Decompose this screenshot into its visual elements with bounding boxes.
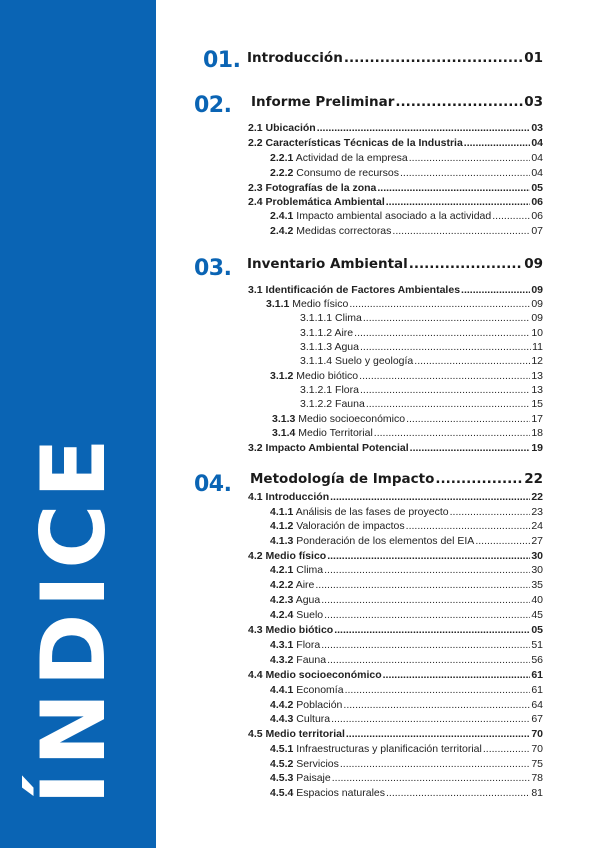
entry-text: Fauna xyxy=(296,654,327,666)
entry-number: 3.1.2.1 xyxy=(300,384,333,396)
entry-text: Problemática Ambiental xyxy=(265,196,385,208)
section-heading-01[interactable] xyxy=(247,52,543,66)
toc-entry[interactable] xyxy=(248,123,543,134)
entry-page: 56 xyxy=(531,654,543,666)
entry-label xyxy=(248,183,376,194)
leader-dots xyxy=(363,313,530,324)
toc-entry[interactable] xyxy=(270,714,543,725)
leader-dots xyxy=(386,197,531,208)
entry-number: 4.3.1 xyxy=(270,639,294,651)
entry-number: 3.1.1.2 xyxy=(300,327,333,339)
entry-text: Medio territorial xyxy=(265,728,345,740)
entry-page: 75 xyxy=(531,758,543,770)
entry-text: Medio físico xyxy=(265,550,327,562)
entry-text: Paisaje xyxy=(296,772,331,784)
leader-dots xyxy=(317,123,531,134)
entry-number: 2.3 xyxy=(248,182,263,194)
section-heading-03[interactable] xyxy=(247,258,543,272)
entry-page: 22 xyxy=(531,491,543,503)
entry-page: 19 xyxy=(531,442,543,454)
entry-label xyxy=(270,640,320,651)
entry-text: Medio socioeconómico xyxy=(265,669,382,681)
entry-number: 4.4.2 xyxy=(270,699,294,711)
entry-text: Aire xyxy=(295,579,315,591)
entry-text: Economía xyxy=(296,684,344,696)
sidebar-band xyxy=(0,0,156,848)
section-page: 01 xyxy=(524,50,543,66)
section-number-04: 04. xyxy=(194,472,232,497)
entry-number: 4.3.2 xyxy=(270,654,294,666)
section-heading-02[interactable] xyxy=(251,96,543,110)
leader-dots xyxy=(332,773,531,784)
entry-text: Fauna xyxy=(335,398,365,410)
entry-label xyxy=(270,759,339,770)
entry-text: Suelo y geología xyxy=(335,355,414,367)
entry-number: 2.2 xyxy=(248,137,263,149)
section-number-03: 03. xyxy=(194,256,232,281)
entry-number: 4.1.1 xyxy=(270,506,294,518)
entry-text: Espacios naturales xyxy=(296,787,385,799)
entry-page: 17 xyxy=(531,413,543,425)
leader-dots xyxy=(349,299,530,310)
entry-label xyxy=(248,197,385,208)
leader-dots xyxy=(334,625,530,636)
entry-number: 4.2.2 xyxy=(270,579,294,591)
toc-entry[interactable] xyxy=(270,521,543,532)
entry-label xyxy=(270,595,320,606)
section-number-02: 02. xyxy=(194,93,232,118)
entry-page: 23 xyxy=(531,506,543,518)
entry-page: 05 xyxy=(531,624,543,636)
toc-entry[interactable] xyxy=(270,655,543,666)
entry-text: Clima xyxy=(296,564,324,576)
leader-dots xyxy=(461,285,530,296)
entry-number: 4.1.3 xyxy=(270,535,294,547)
entry-number: 3.1.1.3 xyxy=(300,341,333,353)
entry-page: 27 xyxy=(531,535,543,547)
entry-number: 4.4.1 xyxy=(270,684,294,696)
entry-number: 3.1.2.2 xyxy=(300,398,333,410)
entry-text: Valoración de impactos xyxy=(296,520,405,532)
entry-text: Cultura xyxy=(296,713,331,725)
entry-label xyxy=(266,299,348,310)
leader-dots xyxy=(386,788,530,799)
leader-dots xyxy=(321,640,530,651)
entry-text: Agua xyxy=(334,341,359,353)
leader-dots xyxy=(410,443,531,454)
entry-label xyxy=(270,700,342,711)
entry-text: Medio biótico xyxy=(296,370,359,382)
leader-dots xyxy=(315,580,530,591)
entry-number: 2.4 xyxy=(248,196,263,208)
entry-number: 3.1 xyxy=(248,284,263,296)
toc-entry[interactable] xyxy=(270,153,543,164)
entry-page: 10 xyxy=(531,327,543,339)
entry-label xyxy=(248,492,329,503)
entry-text: Aire xyxy=(334,327,354,339)
leader-dots xyxy=(345,685,531,696)
leader-dots xyxy=(492,211,530,222)
entry-page: 07 xyxy=(531,225,543,237)
entry-label xyxy=(270,168,399,179)
leader-dots xyxy=(435,473,523,487)
section-title: Inventario Ambiental xyxy=(247,256,408,272)
entry-page: 18 xyxy=(531,427,543,439)
entry-label xyxy=(270,744,482,755)
entry-number: 3.1.1.4 xyxy=(300,355,333,367)
entry-label xyxy=(270,211,491,222)
leader-dots xyxy=(406,414,530,425)
entry-number: 3.1.4 xyxy=(272,427,296,439)
entry-page: 04 xyxy=(531,152,543,164)
entry-number: 2.4.1 xyxy=(270,210,294,222)
entry-number: 2.2.1 xyxy=(270,152,294,164)
leader-dots xyxy=(414,356,530,367)
leader-dots xyxy=(327,655,530,666)
entry-label xyxy=(300,356,413,367)
entry-page: 78 xyxy=(531,772,543,784)
leader-dots xyxy=(400,168,530,179)
entry-page: 64 xyxy=(531,699,543,711)
leader-dots xyxy=(392,226,530,237)
entry-text: Medio biótico xyxy=(265,624,334,636)
entry-page: 81 xyxy=(531,787,543,799)
entry-number: 2.2.2 xyxy=(270,167,294,179)
entry-label xyxy=(272,428,373,439)
toc-entry[interactable] xyxy=(270,773,543,784)
entry-text: Ponderación de los elementos del EIA xyxy=(296,535,475,547)
entry-page: 09 xyxy=(531,312,543,324)
entry-number: 4.5.4 xyxy=(270,787,294,799)
entry-number: 3.1.3 xyxy=(272,413,296,425)
leader-dots xyxy=(346,729,530,740)
leader-dots xyxy=(327,551,530,562)
entry-page: 70 xyxy=(531,743,543,755)
entry-page: 03 xyxy=(531,122,543,134)
toc-entry[interactable] xyxy=(270,610,543,621)
entry-page: 45 xyxy=(531,609,543,621)
leader-dots xyxy=(395,96,523,110)
toc-entry[interactable] xyxy=(248,138,543,149)
entry-label xyxy=(300,399,365,410)
toc-entry[interactable] xyxy=(300,328,543,339)
entry-page: 05 xyxy=(531,182,543,194)
entry-number: 2.1 xyxy=(248,122,263,134)
entry-page: 51 xyxy=(531,639,543,651)
section-page: 03 xyxy=(524,94,543,110)
section-page: 22 xyxy=(524,471,543,487)
entry-page: 61 xyxy=(531,684,543,696)
entry-text: Consumo de recursos xyxy=(296,167,399,179)
entry-page: 13 xyxy=(531,384,543,396)
entry-page: 30 xyxy=(531,564,543,576)
entry-text: Impacto ambiental asociado a la actividad xyxy=(296,210,492,222)
toc-entry[interactable] xyxy=(248,670,543,681)
toc-entry[interactable] xyxy=(270,640,543,651)
leader-dots xyxy=(464,138,531,149)
entry-label xyxy=(300,385,359,396)
entry-label xyxy=(248,625,333,636)
leader-dots xyxy=(324,610,530,621)
entry-page: 09 xyxy=(531,298,543,310)
toc-entry[interactable] xyxy=(248,729,543,740)
toc-entry[interactable] xyxy=(248,183,543,194)
entry-label xyxy=(300,313,362,324)
entry-label xyxy=(270,655,326,666)
entry-label xyxy=(270,773,331,784)
leader-dots xyxy=(374,428,531,439)
toc-entry[interactable] xyxy=(248,551,543,562)
entry-number: 4.5 xyxy=(248,728,263,740)
entry-label xyxy=(270,371,358,382)
toc-entry[interactable] xyxy=(248,625,543,636)
entry-label xyxy=(270,536,474,547)
entry-text: Servicios xyxy=(296,758,339,770)
entry-label xyxy=(272,414,405,425)
leader-dots xyxy=(360,385,530,396)
entry-label xyxy=(270,226,391,237)
entry-page: 30 xyxy=(531,550,543,562)
entry-number: 4.2.3 xyxy=(270,594,294,606)
entry-number: 4.5.3 xyxy=(270,772,294,784)
leader-dots xyxy=(330,492,530,503)
toc-entry[interactable] xyxy=(270,565,543,576)
entry-page: 15 xyxy=(531,398,543,410)
entry-number: 2.4.2 xyxy=(270,225,294,237)
leader-dots xyxy=(331,714,530,725)
toc-entry[interactable] xyxy=(270,580,543,591)
entry-text: Flora xyxy=(296,639,321,651)
entry-text: Identificación de Factores Ambientales xyxy=(265,284,461,296)
entry-text: Medio socioeconómico xyxy=(298,413,406,425)
leader-dots xyxy=(360,342,531,353)
entry-label xyxy=(270,507,449,518)
entry-label xyxy=(248,443,409,454)
entry-page: 40 xyxy=(531,594,543,606)
entry-text: Infraestructuras y planificación territorial xyxy=(296,743,482,755)
entry-label xyxy=(270,580,314,591)
entry-number: 4.4 xyxy=(248,669,263,681)
entry-page: 61 xyxy=(531,669,543,681)
entry-number: 4.2.4 xyxy=(270,609,294,621)
toc-entry[interactable] xyxy=(270,595,543,606)
entry-label xyxy=(270,714,330,725)
section-title: Informe Preliminar xyxy=(251,94,395,110)
entry-page: 04 xyxy=(531,137,543,149)
entry-label xyxy=(248,670,382,681)
entry-number: 4.1 xyxy=(248,491,263,503)
page-title: ÍNDICE xyxy=(22,432,125,805)
entry-label xyxy=(270,610,323,621)
entry-page: 06 xyxy=(531,210,543,222)
toc-entry[interactable] xyxy=(270,788,543,799)
leader-dots xyxy=(354,328,530,339)
entry-label xyxy=(248,138,463,149)
leader-dots xyxy=(340,759,530,770)
entry-text: Clima xyxy=(335,312,362,324)
leader-dots xyxy=(406,521,531,532)
entry-number: 4.5.2 xyxy=(270,758,294,770)
toc-entry[interactable] xyxy=(270,685,543,696)
entry-number: 3.1.1.1 xyxy=(300,312,333,324)
entry-text: Impacto Ambiental Potencial xyxy=(265,442,409,454)
toc-entry[interactable] xyxy=(270,371,543,382)
entry-text: Suelo xyxy=(296,609,324,621)
toc-entry[interactable] xyxy=(248,492,543,503)
entry-number: 4.2.1 xyxy=(270,564,294,576)
entry-page: 67 xyxy=(531,713,543,725)
entry-text: Ubicación xyxy=(265,122,316,134)
leader-dots xyxy=(366,399,530,410)
entry-number: 4.5.1 xyxy=(270,743,294,755)
toc-entry[interactable] xyxy=(270,700,543,711)
entry-label xyxy=(270,685,344,696)
leader-dots xyxy=(344,52,523,66)
leader-dots xyxy=(343,700,530,711)
entry-page: 70 xyxy=(531,728,543,740)
entry-text: Actividad de la empresa xyxy=(295,152,408,164)
entry-text: Medio físico xyxy=(292,298,349,310)
entry-label xyxy=(270,153,408,164)
leader-dots xyxy=(383,670,531,681)
entry-label xyxy=(248,729,345,740)
leader-dots xyxy=(324,565,530,576)
entry-label xyxy=(270,521,405,532)
toc-entry[interactable] xyxy=(300,385,543,396)
section-title: Metodología de Impacto xyxy=(250,471,435,487)
entry-page: 09 xyxy=(531,284,543,296)
entry-number: 4.1.2 xyxy=(270,520,294,532)
section-title: Introducción xyxy=(247,50,343,66)
leader-dots xyxy=(409,258,523,272)
entry-number: 4.3 xyxy=(248,624,263,636)
toc-entry[interactable] xyxy=(270,759,543,770)
entry-page: 35 xyxy=(531,579,543,591)
entry-page: 12 xyxy=(531,355,543,367)
toc-entry[interactable] xyxy=(248,197,543,208)
entry-text: Agua xyxy=(295,594,321,606)
toc-entry[interactable] xyxy=(300,399,543,410)
entry-number: 4.4.3 xyxy=(270,713,294,725)
entry-text: Características Técnicas de la Industria xyxy=(265,137,463,149)
toc-entry[interactable] xyxy=(300,356,543,367)
entry-label xyxy=(300,328,353,339)
toc-entry[interactable] xyxy=(266,299,543,310)
section-page: 09 xyxy=(524,256,543,272)
entry-text: Fotografías de la zona xyxy=(265,182,377,194)
toc-entry[interactable] xyxy=(270,536,543,547)
leader-dots xyxy=(450,507,531,518)
entry-number: 3.1.1 xyxy=(266,298,290,310)
entry-text: Medio Territorial xyxy=(298,427,373,439)
entry-page: 11 xyxy=(532,341,543,353)
leader-dots xyxy=(359,371,530,382)
entry-number: 4.2 xyxy=(248,550,263,562)
entry-label xyxy=(248,285,460,296)
entry-number: 3.1.2 xyxy=(270,370,294,382)
toc-entry[interactable] xyxy=(270,168,543,179)
toc-entry[interactable] xyxy=(248,285,543,296)
section-heading-04[interactable] xyxy=(250,473,543,487)
toc-entry[interactable] xyxy=(248,443,543,454)
entry-text: Flora xyxy=(335,384,359,396)
entry-page: 04 xyxy=(531,167,543,179)
toc-entry[interactable] xyxy=(270,507,543,518)
section-number-01: 01. xyxy=(203,48,241,73)
entry-page: 13 xyxy=(531,370,543,382)
entry-page: 06 xyxy=(531,196,543,208)
toc-entry[interactable] xyxy=(272,428,543,439)
leader-dots xyxy=(483,744,530,755)
entry-text: Medidas correctoras xyxy=(296,225,392,237)
leader-dots xyxy=(409,153,531,164)
entry-label xyxy=(270,565,323,576)
entry-page: 24 xyxy=(531,520,543,532)
entry-text: Análisis de las fases de proyecto xyxy=(295,506,449,518)
entry-label xyxy=(248,123,316,134)
leader-dots xyxy=(377,183,530,194)
entry-text: Población xyxy=(296,699,343,711)
toc-entry[interactable] xyxy=(300,342,543,353)
toc-entry[interactable] xyxy=(272,414,543,425)
toc-entry[interactable] xyxy=(300,313,543,324)
entry-label xyxy=(248,551,326,562)
entry-number: 3.2 xyxy=(248,442,263,454)
entry-text: Introducción xyxy=(265,491,330,503)
entry-label xyxy=(270,788,385,799)
leader-dots xyxy=(321,595,530,606)
toc-entry[interactable] xyxy=(270,211,543,222)
entry-label xyxy=(300,342,359,353)
leader-dots xyxy=(475,536,530,547)
toc-entry[interactable] xyxy=(270,744,543,755)
toc-entry[interactable] xyxy=(270,226,543,237)
